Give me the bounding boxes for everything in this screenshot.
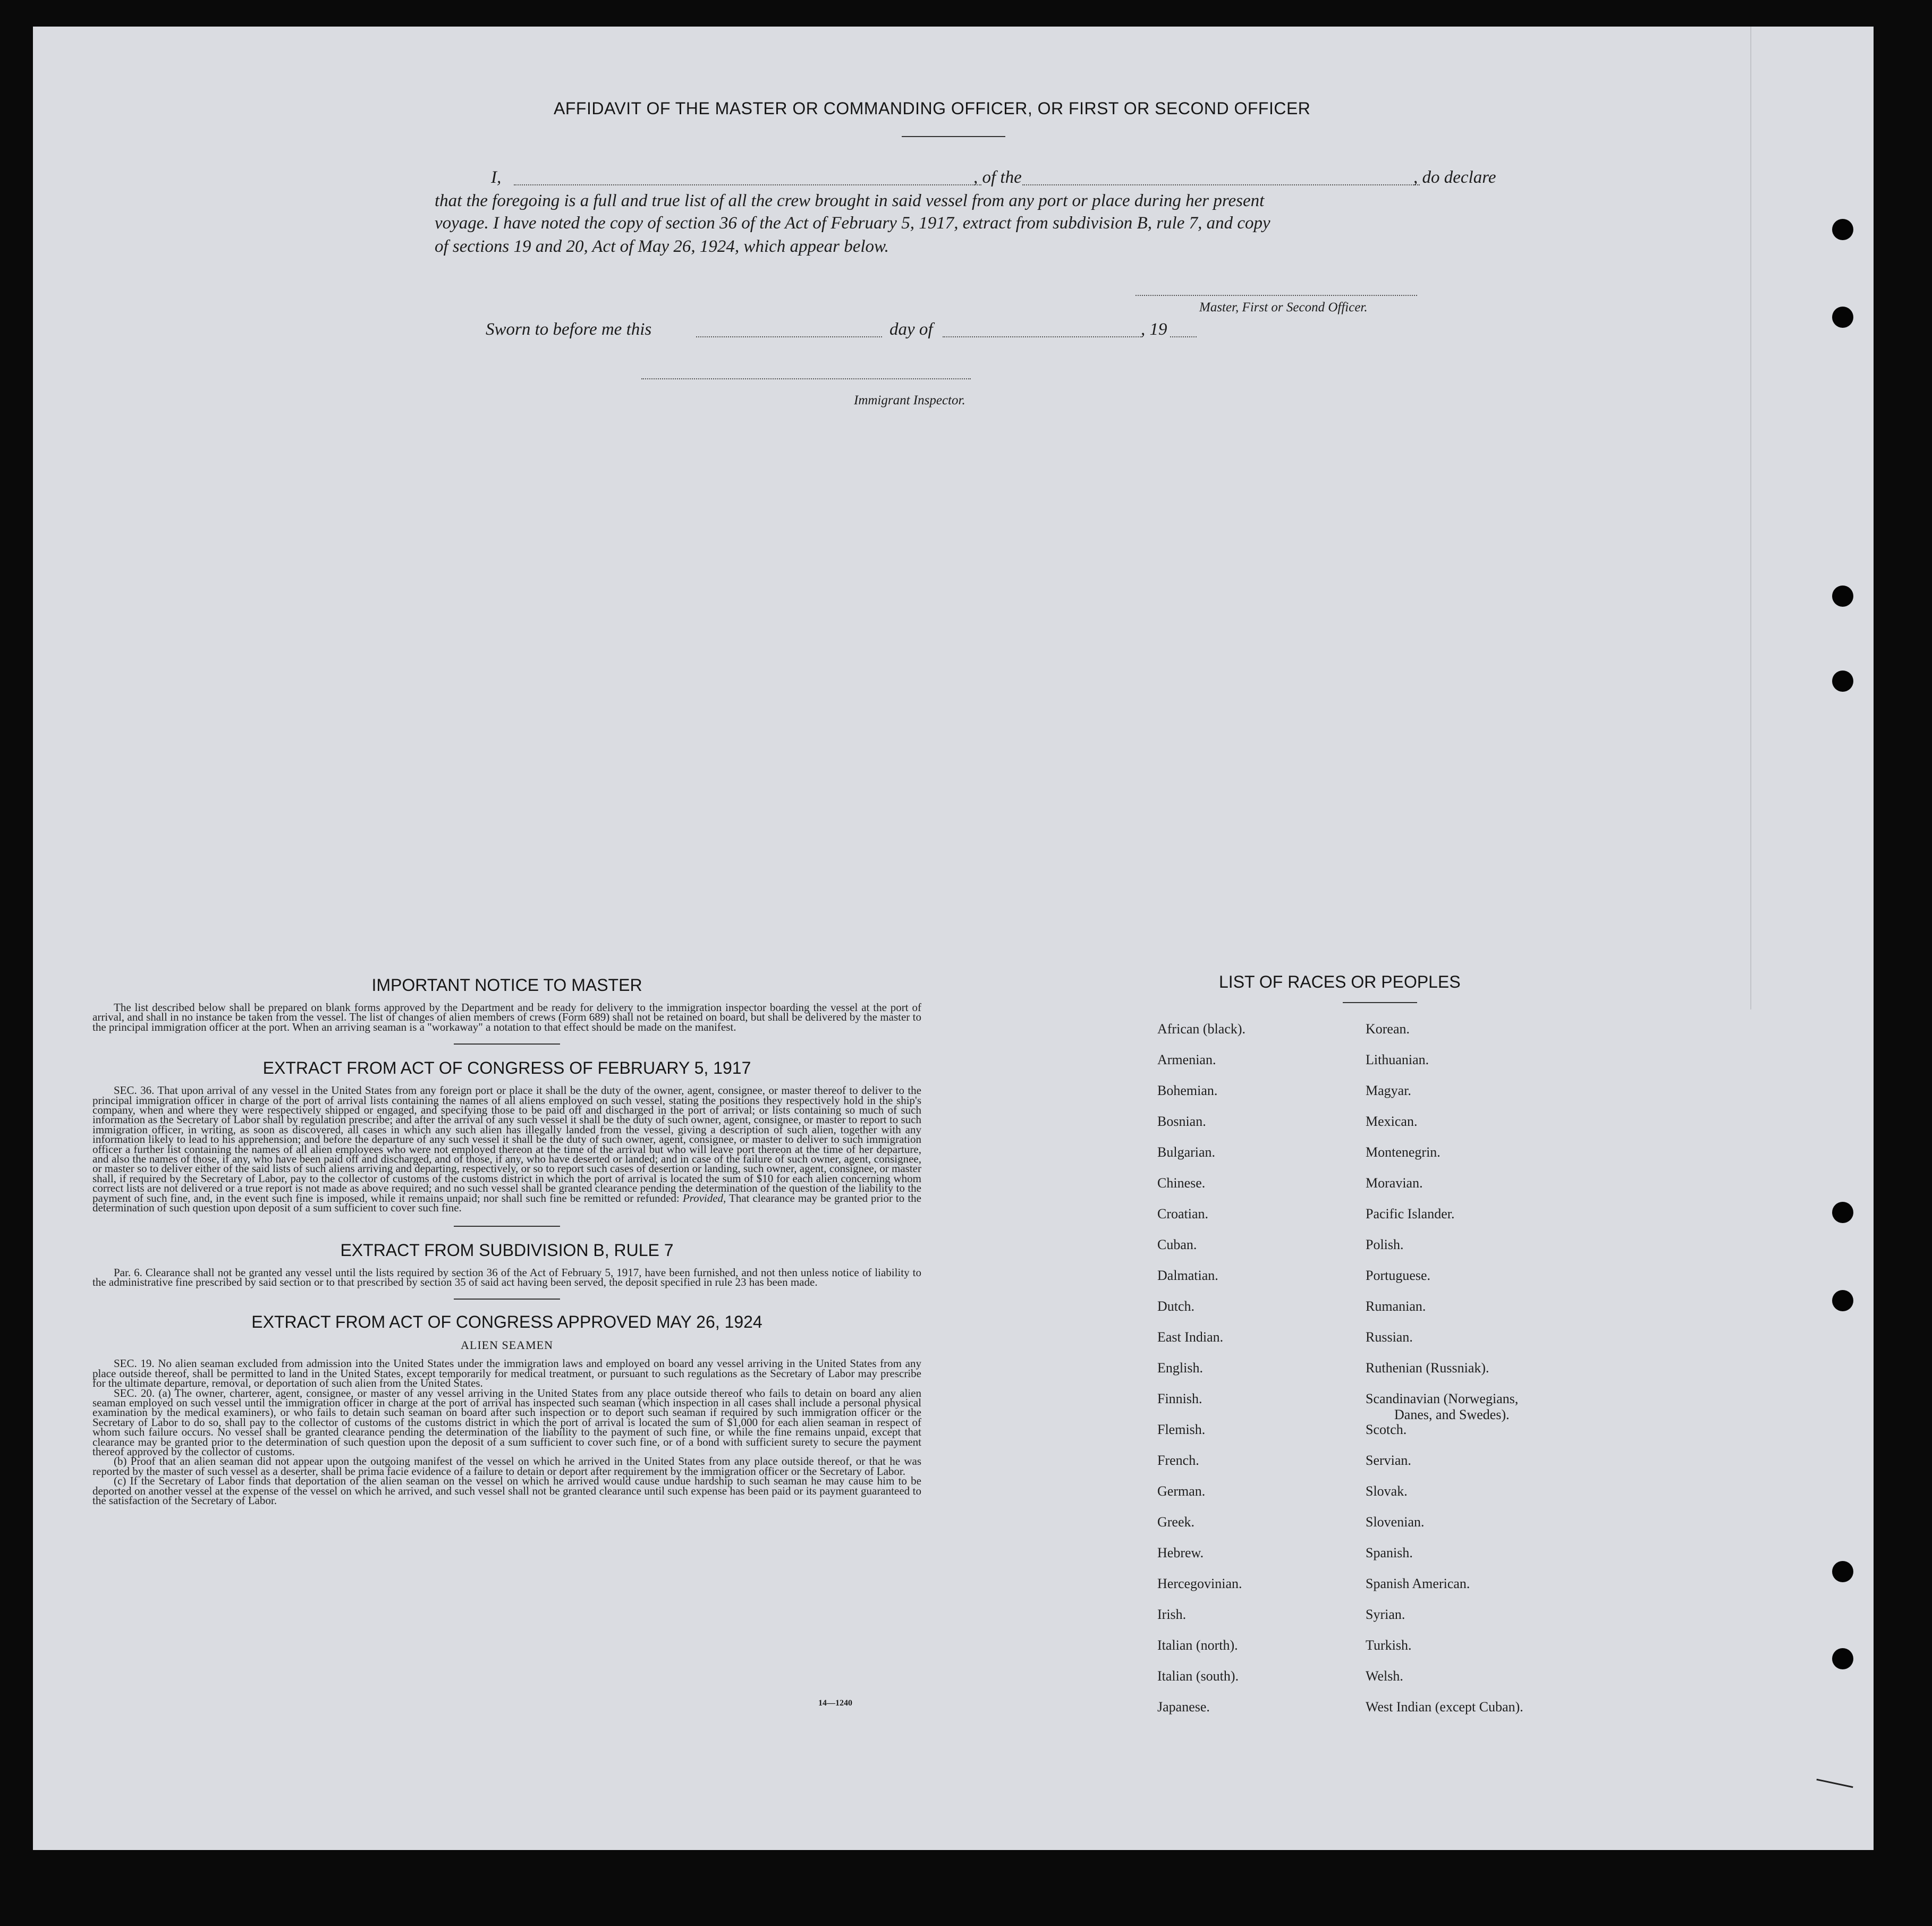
affidavit-of-the: , of the [973, 168, 1022, 187]
race-item: Armenian. [1157, 1052, 1216, 1067]
race-item: Chinese. [1157, 1175, 1206, 1191]
race-item: Dutch. [1157, 1299, 1195, 1314]
notice-body: The list described below shall be prepared on blank forms approved by the Department and be ready for delivery to the immigration inspector boarding the vessel at the port of arrival, and shall in no instance be taken from the vessel. The list of changes of alien members of crews (Form 689) shall not be retained on board, but shall be delivered by the master to the principal immigration officer at the port. When an arriving seaman is a "workaway" a notation to that effect should be made on the manifest. [92, 1001, 921, 1033]
sworn-day-blank[interactable] [696, 336, 882, 337]
sec20a-body: SEC. 20. (a) The owner, charterer, agent, consignee, or master of any vessel arriving in the United States from any place outside thereof who fails to detain on board any alien seaman employed on such vessel until the immigration officer in charge at the port of arrival has inspected such seaman (which inspection in all cases shall include a personal physical examination by the medical examiners), or who fails to detain such seaman on board after such inspection or to deport such seaman if required by such immigration officer or the Secretary of Labor to do so, shall pay to the collector of customs of the customs district in which the port of arrival is located the sum of $1,000 for each alien seaman in respect of whom such failure occurs. No vessel shall be granted clearance pending the determination of the liability to the payment of such fine, or while the fine remains unpaid, except that clearance may be granted prior to the determination of such question upon the deposit of a sum sufficient to cover such fine, or of a bond with sufficient surety to secure the payment thereof approved by the collector of customs. [92, 1386, 921, 1458]
race-item: Ruthenian (Russniak). [1366, 1360, 1489, 1376]
race-item: Magyar. [1366, 1083, 1411, 1098]
race-item: Hercegovinian. [1157, 1576, 1242, 1591]
extract-1917-body [92, 1084, 921, 1215]
race-item: Bohemian. [1157, 1083, 1218, 1098]
rule7-body: Par. 6. Clearance shall not be granted any vessel until the lists required by section 36 of the Act of February 5, 1917, have been furnished, and not then unless notice of liability to the administrative fine prescribed by said section or to that prescribed by section 35 of said act having been served, the deposit specified in rule 23 has been made. [92, 1266, 921, 1288]
master-signature-line[interactable] [1136, 295, 1417, 296]
page-edge-mark [1816, 1779, 1853, 1788]
year-label: , 19 [1141, 320, 1167, 339]
divider-3 [454, 1299, 560, 1300]
race-item: Flemish. [1157, 1422, 1206, 1437]
races-title: LIST OF RACES OR PEOPLES [1219, 972, 1461, 991]
name-blank[interactable] [514, 184, 981, 185]
race-item: French. [1157, 1453, 1199, 1468]
affidavit-title: AFFIDAVIT OF THE MASTER OR COMMANDING OFFICER, OR FIRST OR SECOND OFFICER [554, 99, 1311, 118]
race-item: Montenegrin. [1366, 1144, 1440, 1160]
race-item: Scandinavian (Norwegians, [1366, 1391, 1519, 1406]
punch-hole [1832, 586, 1853, 607]
extract-1917-title: EXTRACT FROM ACT OF CONGRESS OF FEBRUARY 5, 1917 [262, 1058, 751, 1078]
sec20c-body: (c) If the Secretary of Labor finds that deportation of the alien seaman on the vessel on which he arrived would cause undue hardship to such seaman he may cause him to be deported on another vessel at the expense of the vessel on which he arrived, and such vessel shall not be granted clearance until such expense has been paid or its payment guaranteed to the satisfaction of the Secretary of Labor. [92, 1474, 921, 1507]
punch-hole [1832, 1202, 1853, 1223]
title-rule [902, 136, 1005, 137]
divider-1 [454, 1043, 560, 1045]
race-item: Scotch. [1366, 1422, 1407, 1437]
affidavit-line-4: of sections 19 and 20, Act of May 26, 1924, which appear below. [435, 237, 889, 256]
race-item: Irish. [1157, 1607, 1187, 1622]
race-item: Greek. [1157, 1514, 1195, 1530]
day-of-label: day of [889, 320, 933, 339]
race-item: Syrian. [1366, 1607, 1405, 1622]
race-item: Italian (north). [1157, 1637, 1238, 1653]
race-item: Cuban. [1157, 1237, 1197, 1252]
divider-2 [454, 1226, 560, 1227]
sec19-body: SEC. 19. No alien seaman excluded from admission into the United States under the immigration laws and employed on board any vessel arriving in the United States from any place outside thereof, shall be permitted to land in the United States, except temporarily for medical treatment, or pursuant to such regulations as the Secretary of Labor may prescribe for the ultimate departure, removal, or deportation of such alien from the United States. [92, 1357, 921, 1390]
race-item: English. [1157, 1360, 1203, 1376]
race-item: Portuguese. [1366, 1268, 1431, 1283]
punch-hole [1832, 219, 1853, 240]
race-item-continuation: Danes, and Swedes). [1394, 1407, 1510, 1422]
race-item: African (black). [1157, 1021, 1246, 1037]
affidavit-line-2: that the foregoing is a full and true list of all the crew brought in said vessel from any port or place during her present [435, 191, 1265, 210]
inspector-signature-line[interactable] [641, 378, 971, 379]
race-item: Spanish American. [1366, 1576, 1470, 1591]
punch-hole [1832, 307, 1853, 328]
race-item: German. [1157, 1483, 1206, 1499]
rule7-title: EXTRACT FROM SUBDIVISION B, RULE 7 [340, 1240, 674, 1260]
races-title-rule [1343, 1002, 1417, 1003]
race-item: Welsh. [1366, 1668, 1403, 1684]
sworn-year-blank[interactable] [1170, 336, 1197, 337]
provided-text: Provided, [682, 1191, 726, 1204]
race-item: Spanish. [1366, 1545, 1413, 1560]
affidavit-do-declare: , do declare [1413, 168, 1496, 187]
race-item: Mexican. [1366, 1114, 1418, 1129]
form-page [33, 27, 1874, 1850]
race-item: Pacific Islander. [1366, 1206, 1455, 1221]
notice-title: IMPORTANT NOTICE TO MASTER [371, 975, 642, 995]
race-item: East Indian. [1157, 1329, 1224, 1345]
race-item: Bosnian. [1157, 1114, 1206, 1129]
race-item: Moravian. [1366, 1175, 1423, 1191]
race-item: Servian. [1366, 1453, 1411, 1468]
race-item: Japanese. [1157, 1699, 1210, 1715]
affidavit-i-label: I, [491, 168, 502, 187]
sec20b-body: (b) Proof that an alien seaman did not appear upon the outgoing manifest of the vessel on which he arrived in the United States from any place outside thereof, or that he was reported by the master of such vessel as a deserter, shall be prima facie evidence of a failure to detain or deport after requirement by the immigration officer or the Secretary of Labor. [92, 1455, 921, 1478]
alien-seamen-subtitle: ALIEN SEAMEN [461, 1338, 553, 1352]
form-number: 14—1240 [818, 1699, 852, 1708]
punch-hole [1832, 671, 1853, 692]
notices-column [92, 972, 921, 1505]
race-item: Bulgarian. [1157, 1144, 1216, 1160]
extract-1917-text: SEC. 36. That upon arrival of any vessel in the United States from any foreign port or place it shall be the duty of the owner, agent, consignee, or master thereof to deliver to the principal immigration officer in charge of the port of arrival lists containing the names of all aliens employed on such vessel, stating the positions they respectively hold in the ship's company, when and where they were respectively shipped or engaged, and specifying those to be paid off and discharged in the port of arrival; or lists containing so much of such information as the Secretary of Labor shall by regulation prescribe; and after the arrival of any such vessel it shall be the duty of such owner, agent, consignee, or master to report to such immigration officer, in writing, as soon as discovered, all cases in which any such alien has illegally landed from the vessel, giving a description of such alien, together with any information likely to lead to his apprehension; and before the departure of any such vessel it shall be the duty of such owner, agent, consignee, or master to deliver to such immigration officer a further list containing the names of all alien employees who were not employed thereon at the time of the arrival but who will leave port thereon at the time of her departure, and also the names of those, if any, who have been paid off and discharged, and of those, if any, who have deserted or landed; and in case of the failure of such owner, agent, consignee, or master so to deliver either of the said lists of such aliens arriving and departing, respectively, or so to report such cases of desertion or landing, such owner, agent, consignee, or master shall, if required by the Secretary of Labor, pay to the collector of customs of the customs district in which the port of arrival is located the sum of $10 for each alien concerning whom correct lists are not delivered or a true report is not made as above required; and no such vessel shall be granted clearance pending the determination of the question of the liability to the payment of such fine, and, in the event such fine is imposed, while it remains unpaid; nor shall such fine be remitted or refunded: [92, 1084, 921, 1204]
race-item: Slovak. [1366, 1483, 1408, 1499]
affidavit-line-3: voyage. I have noted the copy of section 36 of the Act of February 5, 1917, extract from subdivision B, rule 7, and copy [435, 214, 1270, 233]
race-item: Hebrew. [1157, 1545, 1204, 1560]
inspector-caption: Immigrant Inspector. [854, 393, 965, 408]
sworn-label: Sworn to before me this [486, 320, 652, 339]
race-item: Russian. [1366, 1329, 1413, 1345]
master-caption: Master, First or Second Officer. [1199, 300, 1368, 315]
race-item: Rumanian. [1366, 1299, 1426, 1314]
race-item: Korean. [1366, 1021, 1410, 1037]
race-item: Lithuanian. [1366, 1052, 1429, 1067]
extract-1917-text-end: That clearance may be granted prior to the determination of such question upon deposit of a sum sufficient to cover such fine. [92, 1191, 921, 1215]
race-item: West Indian (except Cuban). [1366, 1699, 1523, 1715]
race-item: Finnish. [1157, 1391, 1202, 1406]
vessel-blank[interactable] [1022, 184, 1420, 185]
punch-hole [1832, 1290, 1853, 1311]
punch-hole [1832, 1648, 1853, 1669]
race-item: Italian (south). [1157, 1668, 1239, 1684]
race-item: Croatian. [1157, 1206, 1209, 1221]
page-fold-line [1750, 27, 1751, 1009]
race-item: Dalmatian. [1157, 1268, 1218, 1283]
race-item: Slovenian. [1366, 1514, 1425, 1530]
race-item: Polish. [1366, 1237, 1404, 1252]
race-item: Turkish. [1366, 1637, 1412, 1653]
sworn-month-blank[interactable] [943, 336, 1142, 337]
extract-1924-title: EXTRACT FROM ACT OF CONGRESS APPROVED MAY 26, 1924 [251, 1312, 762, 1332]
punch-hole [1832, 1561, 1853, 1582]
